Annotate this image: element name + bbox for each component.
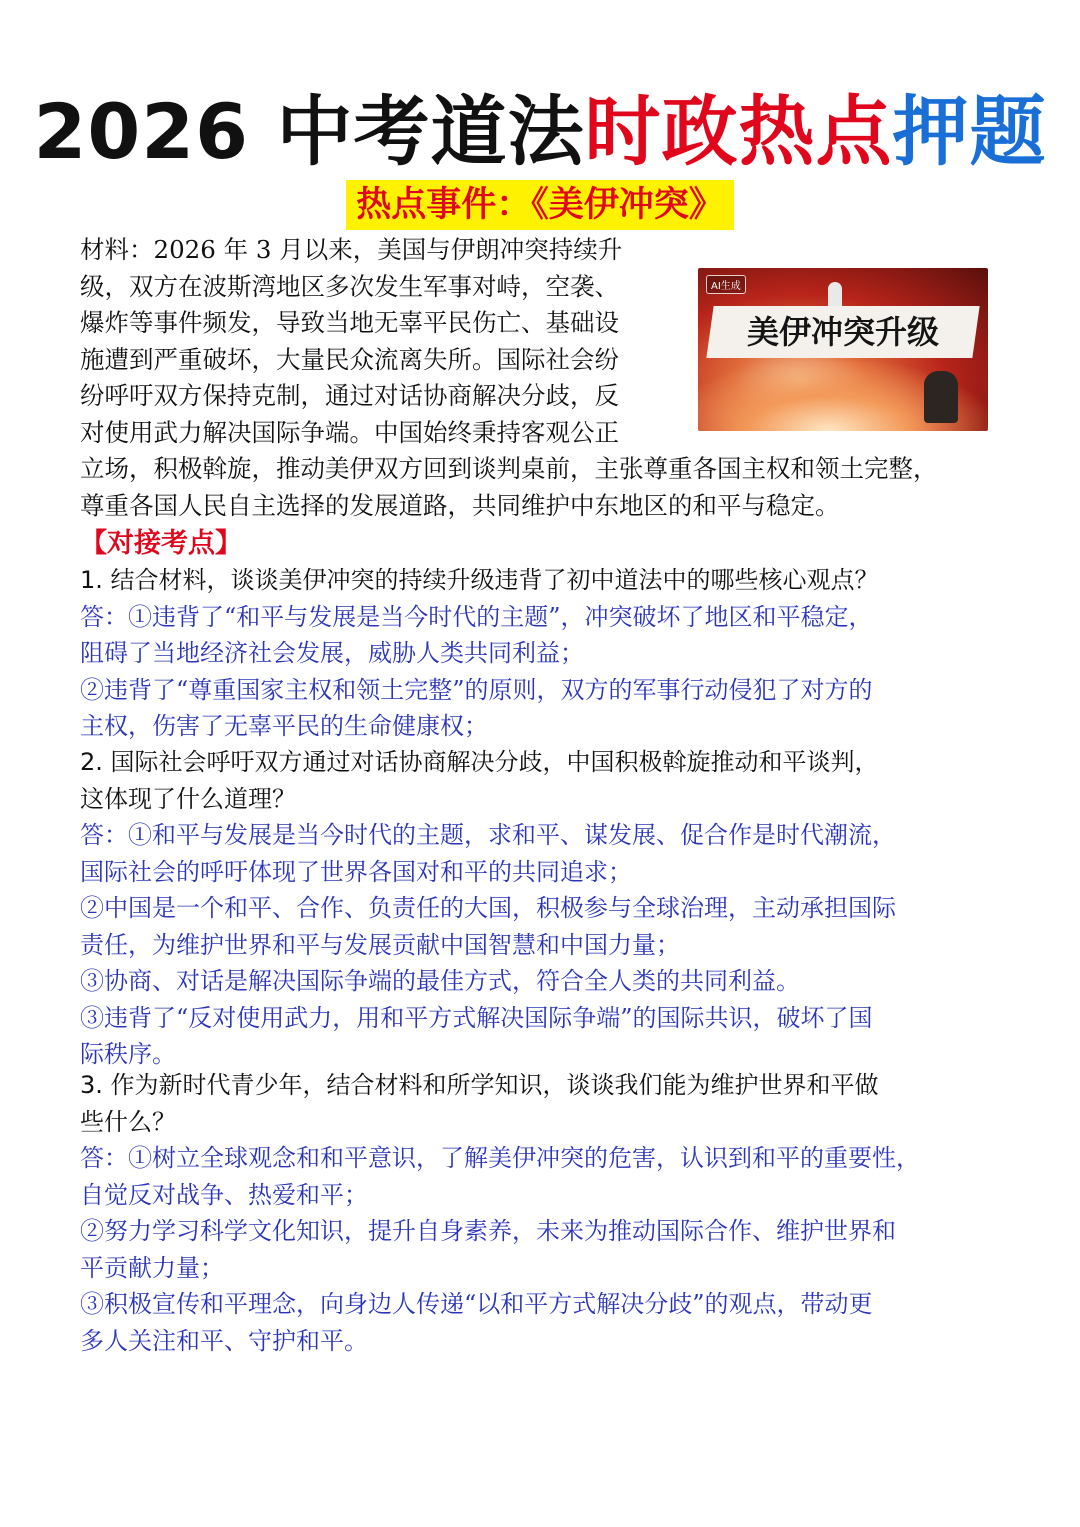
material-line: 对使用武力解决国际争端。中国始终秉持客观公正 xyxy=(80,417,619,447)
answer-line: 答：①和平与发展是当今时代的主题，求和平、谋发展、促合作是时代潮流， xyxy=(80,821,896,849)
title-part-red: 时政热点 xyxy=(584,87,893,176)
material-line: 立场，积极斡旋，推动美伊双方回到谈判桌前，主张尊重各国主权和领土完整， xyxy=(80,454,938,483)
image-banner-text: 美伊冲突升级 xyxy=(746,313,939,351)
material-line: 施遭到严重破坏，大量民众流离失所。国际社会纷 xyxy=(80,344,619,374)
ai-generated-tag: AI生成 xyxy=(706,275,746,294)
page-title xyxy=(0,84,1080,180)
answer-line: 自觉反对战争、热爱和平； xyxy=(80,1180,368,1209)
question-block-1 xyxy=(80,562,1020,745)
answer-line: 多人关注和平、守护和平。 xyxy=(80,1326,368,1355)
soldier-graphic xyxy=(924,371,958,423)
event-heading-wrap xyxy=(0,180,1080,230)
answer-line: 国际社会的呼吁体现了世界各国对和平的共同追求； xyxy=(80,857,632,886)
answer-line: 阻碍了当地经济社会发展，威胁人类共同利益； xyxy=(80,639,584,667)
material-line: 级，双方在波斯湾地区多次发生军事对峙，空袭、 xyxy=(80,271,619,301)
news-image xyxy=(698,268,988,431)
answer-line: 际秩序。 xyxy=(80,1040,176,1068)
answer-line: 责任，为维护世界和平与发展贡献中国智慧和中国力量； xyxy=(80,930,680,959)
answer-line: 答：①违背了“和平与发展是当今时代的主题”，冲突破坏了地区和平稳定， xyxy=(80,602,873,631)
title-part-black: 2026 中考道法 xyxy=(33,87,585,176)
answer-line: ②违背了“尊重国家主权和领土完整”的原则，双方的军事行动侵犯了对方的 xyxy=(80,675,873,704)
question-text: 2. 国际社会呼吁双方通过对话协商解决分歧，中国积极斡旋推动和平谈判， xyxy=(80,748,879,776)
answer-line: ③违背了“反对使用武力，用和平方式解决国际争端”的国际共识，破坏了国 xyxy=(80,1003,873,1032)
answer-line: ②中国是一个和平、合作、负责任的大国，积极参与全球治理，主动承担国际 xyxy=(80,894,896,922)
question-text: 1. 结合材料，谈谈美伊冲突的持续升级违背了初中道法中的哪些核心观点？ xyxy=(80,566,879,594)
answer-line: 平贡献力量； xyxy=(80,1253,224,1282)
answer-line: ③协商、对话是解决国际争端的最佳方式，符合全人类的共同利益。 xyxy=(80,967,800,995)
material-line: 材料：2026 年 3 月以来，美国与伊朗冲突持续升 xyxy=(80,235,623,264)
answer-line: 主权，伤害了无辜平民的生命健康权； xyxy=(80,712,488,740)
title-part-blue: 押题 xyxy=(892,87,1047,176)
material-text-continued xyxy=(80,451,1030,524)
question-text: 些什么？ xyxy=(80,1107,176,1136)
material-line: 尊重各国人民自主选择的发展道路，共同维护中东地区的和平与稳定。 xyxy=(80,490,840,520)
question-text: 这体现了什么道理？ xyxy=(80,784,296,813)
event-heading: 热点事件：《美伊冲突》 xyxy=(346,180,734,230)
material-line: 爆炸等事件频发，导致当地无辜平民伤亡、基础设 xyxy=(80,308,619,337)
question-text: 3. 作为新时代青少年，结合材料和所学知识，谈谈我们能为维护世界和平做 xyxy=(80,1071,879,1099)
section-title: 【对接考点】 xyxy=(80,528,242,559)
material-line: 纷呼吁双方保持克制，通过对话协商解决分歧，反 xyxy=(80,381,619,410)
answer-line: 答：①树立全球观念和和平意识，了解美伊冲突的危害，认识到和平的重要性， xyxy=(80,1144,920,1172)
answer-line: ②努力学习科学文化知识，提升自身素养，未来为推动国际合作、维护世界和 xyxy=(80,1217,896,1245)
answer-line: ③积极宣传和平理念，向身边人传递“以和平方式解决分歧”的观点，带动更 xyxy=(80,1290,873,1318)
question-block-2 xyxy=(80,744,1020,1073)
question-block-3 xyxy=(80,1067,1020,1359)
material-text xyxy=(80,232,660,451)
